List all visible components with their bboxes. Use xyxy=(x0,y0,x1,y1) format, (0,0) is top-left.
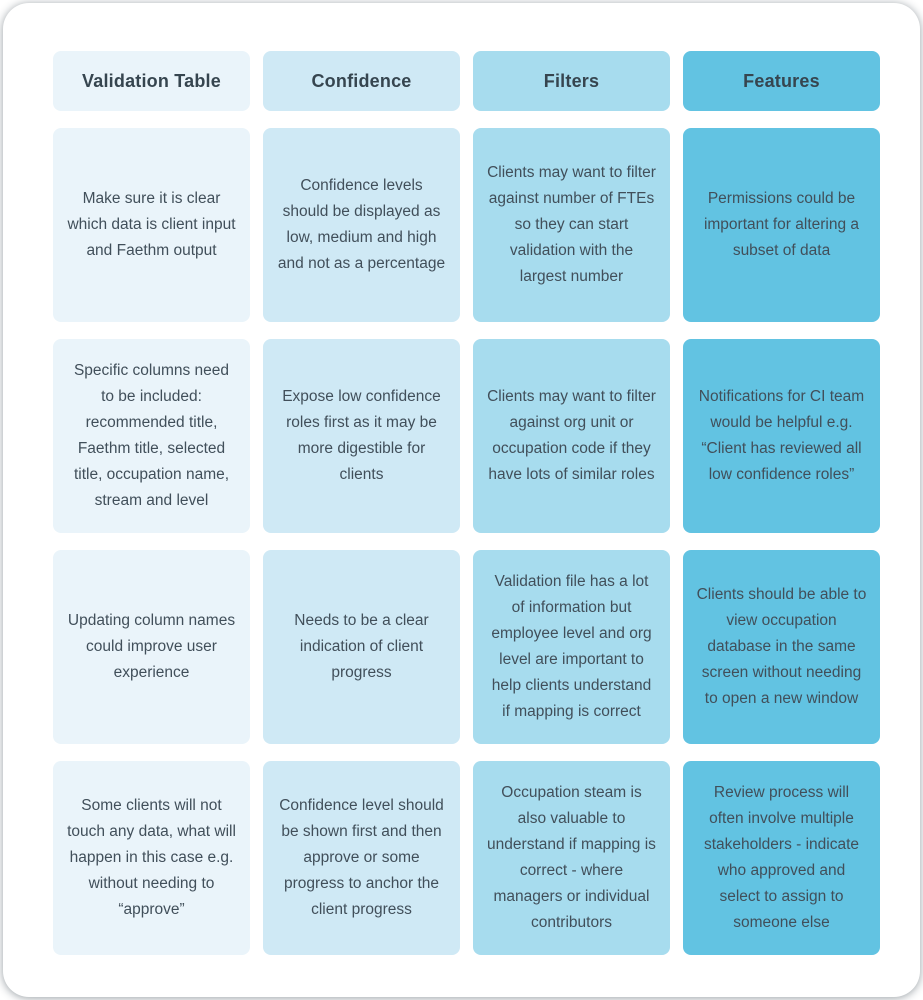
cell-filters-row4: Occupation steam is also valuable to understand if mapping is correct - where managers or individual contributors xyxy=(473,761,670,955)
feedback-table-card xyxy=(3,3,920,997)
cell-validation-table-row3: Updating column names could improve user experience xyxy=(53,550,250,744)
header-features: Features xyxy=(683,51,880,111)
cell-features-row2: Notifications for CI team would be helpful e.g. “Client has reviewed all low confidence roles” xyxy=(683,339,880,533)
cell-confidence-row2: Expose low confidence roles first as it may be more digestible for clients xyxy=(263,339,460,533)
cell-confidence-row4: Confidence level should be shown first and then approve or some progress to anchor the client progress xyxy=(263,761,460,955)
header-confidence: Confidence xyxy=(263,51,460,111)
cell-confidence-row3: Needs to be a clear indication of client progress xyxy=(263,550,460,744)
cell-filters-row1: Clients may want to filter against number of FTEs so they can start validation with the largest number xyxy=(473,128,670,322)
cell-validation-table-row1: Make sure it is clear which data is client input and Faethm output xyxy=(53,128,250,322)
cell-features-row1: Permissions could be important for altering a subset of data xyxy=(683,128,880,322)
cell-features-row3: Clients should be able to view occupation database in the same screen without needing to open a new window xyxy=(683,550,880,744)
feedback-table-grid xyxy=(53,51,880,955)
cell-validation-table-row2: Specific columns need to be included: recommended title, Faethm title, selected title, occupation name, stream and level xyxy=(53,339,250,533)
cell-features-row4: Review process will often involve multiple stakeholders - indicate who approved and select to assign to someone else xyxy=(683,761,880,955)
header-validation-table: Validation Table xyxy=(53,51,250,111)
header-filters: Filters xyxy=(473,51,670,111)
cell-confidence-row1: Confidence levels should be displayed as low, medium and high and not as a percentage xyxy=(263,128,460,322)
cell-validation-table-row4: Some clients will not touch any data, what will happen in this case e.g. without needing to “approve” xyxy=(53,761,250,955)
cell-filters-row3: Validation file has a lot of information but employee level and org level are important to help clients understand if mapping is correct xyxy=(473,550,670,744)
cell-filters-row2: Clients may want to filter against org unit or occupation code if they have lots of similar roles xyxy=(473,339,670,533)
